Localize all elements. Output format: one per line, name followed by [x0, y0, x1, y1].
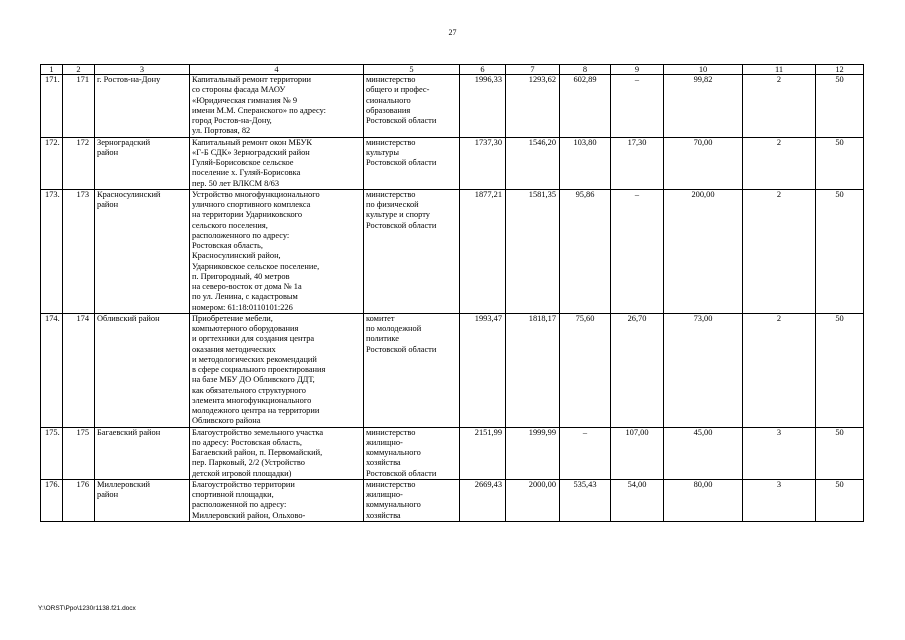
- value-col-7: 1581,35: [506, 189, 560, 313]
- value-col-11: 2: [743, 189, 816, 313]
- value-col-9: 54,00: [611, 479, 664, 521]
- value-col-12: 50: [816, 479, 864, 521]
- value-col-6: 1877,21: [460, 189, 506, 313]
- col-number-3: 3: [95, 65, 190, 75]
- value-col-6: 1993,47: [460, 313, 506, 427]
- col-number-12: 12: [816, 65, 864, 75]
- value-col-11: 3: [743, 479, 816, 521]
- value-col-12: 50: [816, 313, 864, 427]
- value-col-12: 50: [816, 189, 864, 313]
- document-table: [40, 64, 864, 522]
- value-col-8: 535,43: [560, 479, 611, 521]
- value-col-11: 2: [743, 75, 816, 138]
- row-number: 176: [63, 479, 95, 521]
- district-cell: Обливский район: [95, 313, 190, 427]
- col-number-1: 1: [41, 65, 63, 75]
- ministry-cell: министерство общего и профес- сионального образования Ростовской области: [364, 75, 460, 138]
- table-row: [41, 189, 864, 313]
- description-cell: Приобретение мебели, компьютерного оборудования и оргтехники для создания центра оказания методических и методологических рекомендаций в сфере социального проектирования на базе МБУ ДО Обливского ДДТ, как обязательного структурного элемента многофункционального молодежного центра на территории Обливского района: [190, 313, 364, 427]
- page-number: 27: [448, 28, 457, 37]
- ministry-cell: комитет по молодежной политике Ростовской области: [364, 313, 460, 427]
- col-number-4: 4: [190, 65, 364, 75]
- row-number: 173: [63, 189, 95, 313]
- district-cell: Зерноградский район: [95, 137, 190, 189]
- row-number: 174: [63, 313, 95, 427]
- value-col-9: 17,30: [611, 137, 664, 189]
- value-col-8: –: [560, 427, 611, 479]
- description-cell: Устройство многофункционального уличного спортивного комплекса на территории Ударниковского сельского поселения, расположенного по адресу: Ростовская область, Красносулинский район, Ударниковское сельское поселение, п. Пригородный, 40 метров на северо-восток от дома № 1а по ул. Ленина, с кадастровым номером: 61:18:0110101:226: [190, 189, 364, 313]
- description-cell: Капитальный ремонт территории со стороны фасада МАОУ «Юридическая гимназия № 9 имени М.М. Сперанского» по адресу: город Ростов-на-Дону, ул. Портовая, 82: [190, 75, 364, 138]
- row-index: 172.: [41, 137, 63, 189]
- district-cell: г. Ростов-на-Дону: [95, 75, 190, 138]
- district-cell: Красносулинский район: [95, 189, 190, 313]
- col-number-11: 11: [743, 65, 816, 75]
- value-col-9: 26,70: [611, 313, 664, 427]
- value-col-9: 107,00: [611, 427, 664, 479]
- value-col-9: –: [611, 189, 664, 313]
- value-col-7: 1293,62: [506, 75, 560, 138]
- table-row: [41, 137, 864, 189]
- document-table-container: [40, 64, 863, 522]
- value-col-10: 200,00: [664, 189, 743, 313]
- value-col-6: 2669,43: [460, 479, 506, 521]
- value-col-8: 95,86: [560, 189, 611, 313]
- col-number-2: 2: [63, 65, 95, 75]
- value-col-11: 2: [743, 137, 816, 189]
- col-number-5: 5: [364, 65, 460, 75]
- value-col-6: 1737,30: [460, 137, 506, 189]
- ministry-cell: министерство по физической культуре и спорту Ростовской области: [364, 189, 460, 313]
- value-col-7: 1818,17: [506, 313, 560, 427]
- value-col-8: 103,80: [560, 137, 611, 189]
- row-index: 173.: [41, 189, 63, 313]
- district-cell: Миллеровский район: [95, 479, 190, 521]
- value-col-12: 50: [816, 427, 864, 479]
- col-number-9: 9: [611, 65, 664, 75]
- col-number-6: 6: [460, 65, 506, 75]
- value-col-6: 1996,33: [460, 75, 506, 138]
- table-row: [41, 479, 864, 521]
- description-cell: Благоустройство территории спортивной площадки, расположенной по адресу: Миллеровский район, Ольхово-: [190, 479, 364, 521]
- value-col-7: 1546,20: [506, 137, 560, 189]
- col-number-10: 10: [664, 65, 743, 75]
- value-col-10: 70,00: [664, 137, 743, 189]
- row-number: 171: [63, 75, 95, 138]
- row-index: 176.: [41, 479, 63, 521]
- value-col-7: 1999,99: [506, 427, 560, 479]
- table-row: [41, 427, 864, 479]
- table-row: [41, 75, 864, 138]
- value-col-10: 73,00: [664, 313, 743, 427]
- district-cell: Багаевский район: [95, 427, 190, 479]
- value-col-8: 75,60: [560, 313, 611, 427]
- footer-file-path: Y:\ORST\Ppo\1230r1138.f21.docx: [38, 605, 136, 612]
- value-col-10: 45,00: [664, 427, 743, 479]
- value-col-11: 2: [743, 313, 816, 427]
- col-number-7: 7: [506, 65, 560, 75]
- value-col-12: 50: [816, 75, 864, 138]
- value-col-11: 3: [743, 427, 816, 479]
- value-col-6: 2151,99: [460, 427, 506, 479]
- value-col-8: 602,89: [560, 75, 611, 138]
- value-col-9: –: [611, 75, 664, 138]
- description-cell: Капитальный ремонт окон МБУК «Г-Б СДК» Зерноградский район Гуляй-Борисовское сельское поселение х. Гуляй-Борисовка пер. 50 лет ВЛКСМ 8/63: [190, 137, 364, 189]
- row-number: 172: [63, 137, 95, 189]
- col-number-8: 8: [560, 65, 611, 75]
- ministry-cell: министерство культуры Ростовской области: [364, 137, 460, 189]
- row-index: 174.: [41, 313, 63, 427]
- value-col-12: 50: [816, 137, 864, 189]
- value-col-10: 80,00: [664, 479, 743, 521]
- description-cell: Благоустройство земельного участка по адресу: Ростовская область, Багаевский район, п. Первомайский, пер. Парковый, 2/2 (Устройство детской игровой площадки): [190, 427, 364, 479]
- ministry-cell: министерство жилищно- коммунального хозяйства: [364, 479, 460, 521]
- ministry-cell: министерство жилищно- коммунального хозяйства Ростовской области: [364, 427, 460, 479]
- value-col-10: 99,82: [664, 75, 743, 138]
- value-col-7: 2000,00: [506, 479, 560, 521]
- table-row: [41, 313, 864, 427]
- column-number-row: [41, 65, 864, 75]
- row-index: 175.: [41, 427, 63, 479]
- row-number: 175: [63, 427, 95, 479]
- row-index: 171.: [41, 75, 63, 138]
